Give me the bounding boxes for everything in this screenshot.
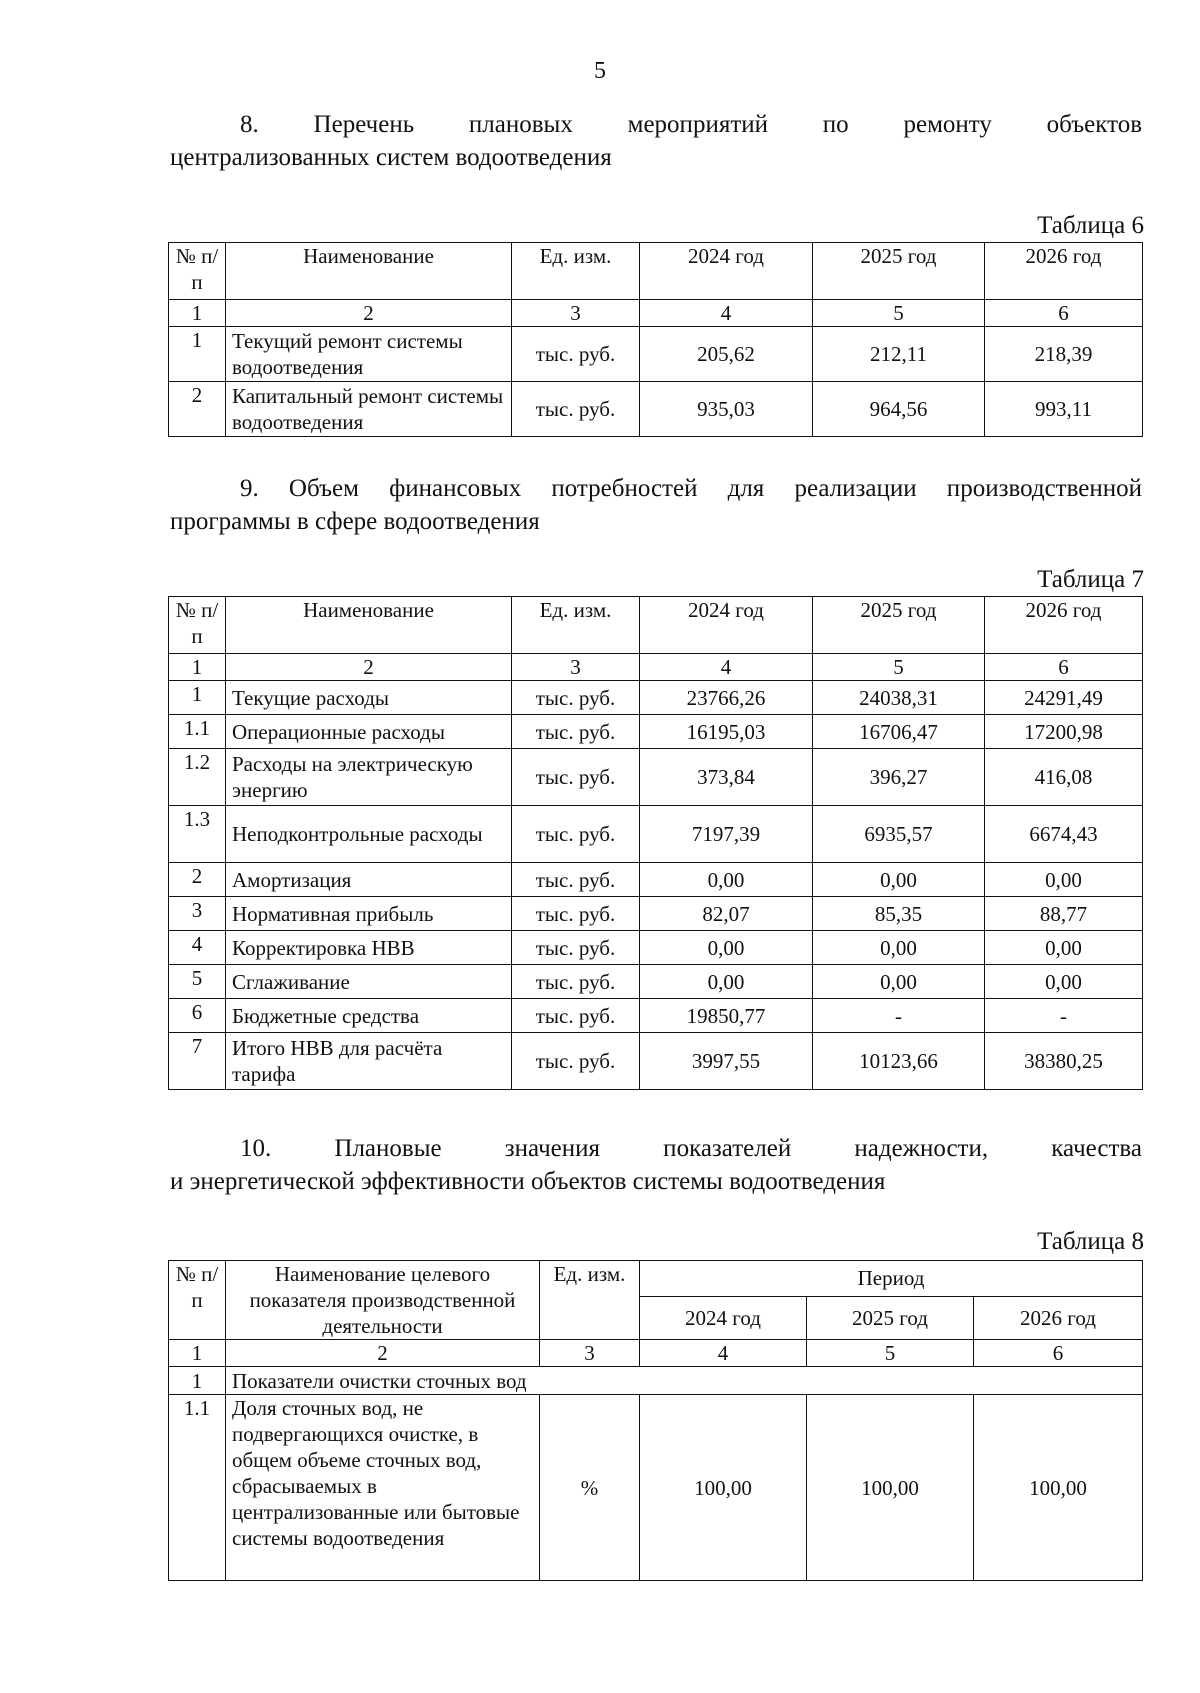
row-name: Доля сточных вод, не подвергающихся очистке, в общем объеме сточных вод, сбрасываемых в централизованные или бытовые системы водоотведения <box>226 1395 540 1581</box>
table-7-colnum: 3 <box>512 654 640 681</box>
table-8-colnum: 4 <box>640 1340 807 1367</box>
group-number: 1 <box>169 1367 226 1395</box>
row-number: 5 <box>169 965 226 999</box>
table-row <box>169 327 1143 382</box>
row-value-2026: 0,00 <box>985 863 1143 897</box>
row-value-2024: 82,07 <box>640 897 813 931</box>
row-number: 1.3 <box>169 806 226 863</box>
table-8-colnum: 3 <box>540 1340 640 1367</box>
table-8-header-2024: 2024 год <box>640 1296 807 1339</box>
table-8-header-n: № п/п <box>169 1261 226 1340</box>
table-8-colnum: 1 <box>169 1340 226 1367</box>
row-value-2024: 0,00 <box>640 863 813 897</box>
row-unit: тыс. руб. <box>512 897 640 931</box>
table-8-header-2025: 2025 год <box>807 1296 974 1339</box>
row-name: Текущие расходы <box>226 681 512 715</box>
row-number: 1 <box>169 681 226 715</box>
section-10-heading-line1: 10. Плановые значения показателей надежности, качества <box>240 1135 1142 1162</box>
table-row <box>169 1395 1143 1581</box>
row-value-2024: 3997,55 <box>640 1033 813 1090</box>
row-number: 7 <box>169 1033 226 1090</box>
table-row <box>169 863 1143 897</box>
row-number: 3 <box>169 897 226 931</box>
row-name: Неподконтрольные расходы <box>226 806 512 863</box>
row-unit: тыс. руб. <box>512 806 640 863</box>
row-value-2025: 0,00 <box>813 965 985 999</box>
table-8-colnum: 5 <box>807 1340 974 1367</box>
row-unit: % <box>540 1395 640 1581</box>
table-8-caption: Таблица 8 <box>1037 1228 1144 1255</box>
row-name: Сглаживание <box>226 965 512 999</box>
table-7-header-2024: 2024 год <box>640 597 813 654</box>
section-8-heading <box>170 108 1142 174</box>
table-7-column-numbers <box>169 654 1143 681</box>
row-value-2024: 373,84 <box>640 749 813 806</box>
row-name: Нормативная прибыль <box>226 897 512 931</box>
row-value-2024: 16195,03 <box>640 715 813 749</box>
row-value-2025: 396,27 <box>813 749 985 806</box>
table-row <box>169 897 1143 931</box>
row-name: Амортизация <box>226 863 512 897</box>
row-unit: тыс. руб. <box>512 931 640 965</box>
table-row <box>169 749 1143 806</box>
row-unit: тыс. руб. <box>512 749 640 806</box>
page-number: 5 <box>594 58 606 84</box>
table-6-column-numbers <box>169 300 1143 327</box>
row-value-2025: 964,56 <box>813 382 985 437</box>
row-value-2025: 0,00 <box>813 931 985 965</box>
table-6-header-n: № п/п <box>169 243 226 300</box>
row-value-2025: 212,11 <box>813 327 985 382</box>
table-8-column-numbers <box>169 1340 1143 1367</box>
table-7-header-2026: 2026 год <box>985 597 1143 654</box>
row-value-2025: 85,35 <box>813 897 985 931</box>
section-9-heading-line1: 9. Объем финансовых потребностей для реализации производственной <box>240 475 1142 502</box>
row-value-2026: 6674,43 <box>985 806 1143 863</box>
table-7-header-row <box>169 597 1143 654</box>
row-value-2025: 10123,66 <box>813 1033 985 1090</box>
row-number: 1.1 <box>169 1395 226 1581</box>
row-value-2025: 0,00 <box>813 863 985 897</box>
row-value-2024: 23766,26 <box>640 681 813 715</box>
table-6-colnum: 1 <box>169 300 226 327</box>
row-value-2026: 993,11 <box>985 382 1143 437</box>
row-value-2024: 7197,39 <box>640 806 813 863</box>
row-value-2026: 416,08 <box>985 749 1143 806</box>
table-7-colnum: 4 <box>640 654 813 681</box>
section-9-heading <box>170 472 1142 538</box>
table-row <box>169 965 1143 999</box>
table-8-header-period: Период <box>640 1261 1143 1297</box>
table-8-header-unit: Ед. изм. <box>540 1261 640 1340</box>
row-unit: тыс. руб. <box>512 863 640 897</box>
section-10-heading-line2: и энергетической эффективности объектов системы водоотведения <box>170 1168 886 1195</box>
table-6-caption: Таблица 6 <box>1037 212 1144 239</box>
table-row <box>169 931 1143 965</box>
table-6-colnum: 4 <box>640 300 813 327</box>
table-7-caption: Таблица 7 <box>1037 566 1144 593</box>
row-value-2026: 88,77 <box>985 897 1143 931</box>
table-6-header-name: Наименование <box>226 243 512 300</box>
row-unit: тыс. руб. <box>512 965 640 999</box>
table-8-colnum: 6 <box>974 1340 1143 1367</box>
row-number: 4 <box>169 931 226 965</box>
table-7-header-unit: Ед. изм. <box>512 597 640 654</box>
row-value-2026: - <box>985 999 1143 1033</box>
table-7-header-name: Наименование <box>226 597 512 654</box>
table-8 <box>168 1260 1143 1581</box>
table-8-header-2026: 2026 год <box>974 1296 1143 1339</box>
table-6-header-2024: 2024 год <box>640 243 813 300</box>
section-10-heading <box>170 1132 1142 1198</box>
row-name: Итого НВВ для расчёта тарифа <box>226 1033 512 1090</box>
table-8-header-name: Наименование целевого показателя производственной деятельности <box>226 1261 540 1340</box>
row-value-2024: 19850,77 <box>640 999 813 1033</box>
row-value-2025: 24038,31 <box>813 681 985 715</box>
table-row <box>169 382 1143 437</box>
row-name: Капитальный ремонт системы водоотведения <box>226 382 512 437</box>
table-6-colnum: 5 <box>813 300 985 327</box>
table-row <box>169 681 1143 715</box>
row-value-2026: 38380,25 <box>985 1033 1143 1090</box>
table-8-header-row <box>169 1261 1143 1297</box>
section-8-heading-line1: 8. Перечень плановых мероприятий по ремонту объектов <box>240 111 1142 138</box>
table-6-header-unit: Ед. изм. <box>512 243 640 300</box>
row-value-2024: 0,00 <box>640 931 813 965</box>
table-7-header-n: № п/п <box>169 597 226 654</box>
row-unit: тыс. руб. <box>512 327 640 382</box>
row-value-2025: 100,00 <box>807 1395 974 1581</box>
table-6 <box>168 242 1143 437</box>
table-7-colnum: 6 <box>985 654 1143 681</box>
row-value-2026: 24291,49 <box>985 681 1143 715</box>
table-6-colnum: 6 <box>985 300 1143 327</box>
row-value-2026: 17200,98 <box>985 715 1143 749</box>
row-value-2024: 935,03 <box>640 382 813 437</box>
table-6-header-row <box>169 243 1143 300</box>
row-value-2026: 0,00 <box>985 931 1143 965</box>
table-7-colnum: 1 <box>169 654 226 681</box>
row-name: Бюджетные средства <box>226 999 512 1033</box>
table-8-group-row <box>169 1367 1143 1395</box>
row-number: 1 <box>169 327 226 382</box>
row-number: 6 <box>169 999 226 1033</box>
row-value-2025: 16706,47 <box>813 715 985 749</box>
table-8-colnum: 2 <box>226 1340 540 1367</box>
row-number: 2 <box>169 863 226 897</box>
table-7-colnum: 5 <box>813 654 985 681</box>
row-unit: тыс. руб. <box>512 681 640 715</box>
row-number: 1.2 <box>169 749 226 806</box>
group-name: Показатели очистки сточных вод <box>226 1367 1143 1395</box>
row-name: Текущий ремонт системы водоотведения <box>226 327 512 382</box>
table-7-colnum: 2 <box>226 654 512 681</box>
row-name: Расходы на электрическую энергию <box>226 749 512 806</box>
row-unit: тыс. руб. <box>512 715 640 749</box>
row-unit: тыс. руб. <box>512 382 640 437</box>
table-7-header-2025: 2025 год <box>813 597 985 654</box>
table-6-colnum: 3 <box>512 300 640 327</box>
row-number: 2 <box>169 382 226 437</box>
table-6-colnum: 2 <box>226 300 512 327</box>
row-value-2026: 100,00 <box>974 1395 1143 1581</box>
table-7 <box>168 596 1143 1090</box>
table-row <box>169 1033 1143 1090</box>
row-value-2026: 218,39 <box>985 327 1143 382</box>
table-row <box>169 999 1143 1033</box>
row-value-2026: 0,00 <box>985 965 1143 999</box>
section-8-heading-line2: централизованных систем водоотведения <box>170 144 612 171</box>
row-value-2025: - <box>813 999 985 1033</box>
table-row <box>169 806 1143 863</box>
section-9-heading-line2: программы в сфере водоотведения <box>170 508 540 535</box>
row-unit: тыс. руб. <box>512 1033 640 1090</box>
table-6-header-2026: 2026 год <box>985 243 1143 300</box>
table-row <box>169 715 1143 749</box>
row-name: Операционные расходы <box>226 715 512 749</box>
row-value-2025: 6935,57 <box>813 806 985 863</box>
row-number: 1.1 <box>169 715 226 749</box>
row-unit: тыс. руб. <box>512 999 640 1033</box>
table-6-header-2025: 2025 год <box>813 243 985 300</box>
row-name: Корректировка НВВ <box>226 931 512 965</box>
row-value-2024: 205,62 <box>640 327 813 382</box>
row-value-2024: 0,00 <box>640 965 813 999</box>
row-value-2024: 100,00 <box>640 1395 807 1581</box>
